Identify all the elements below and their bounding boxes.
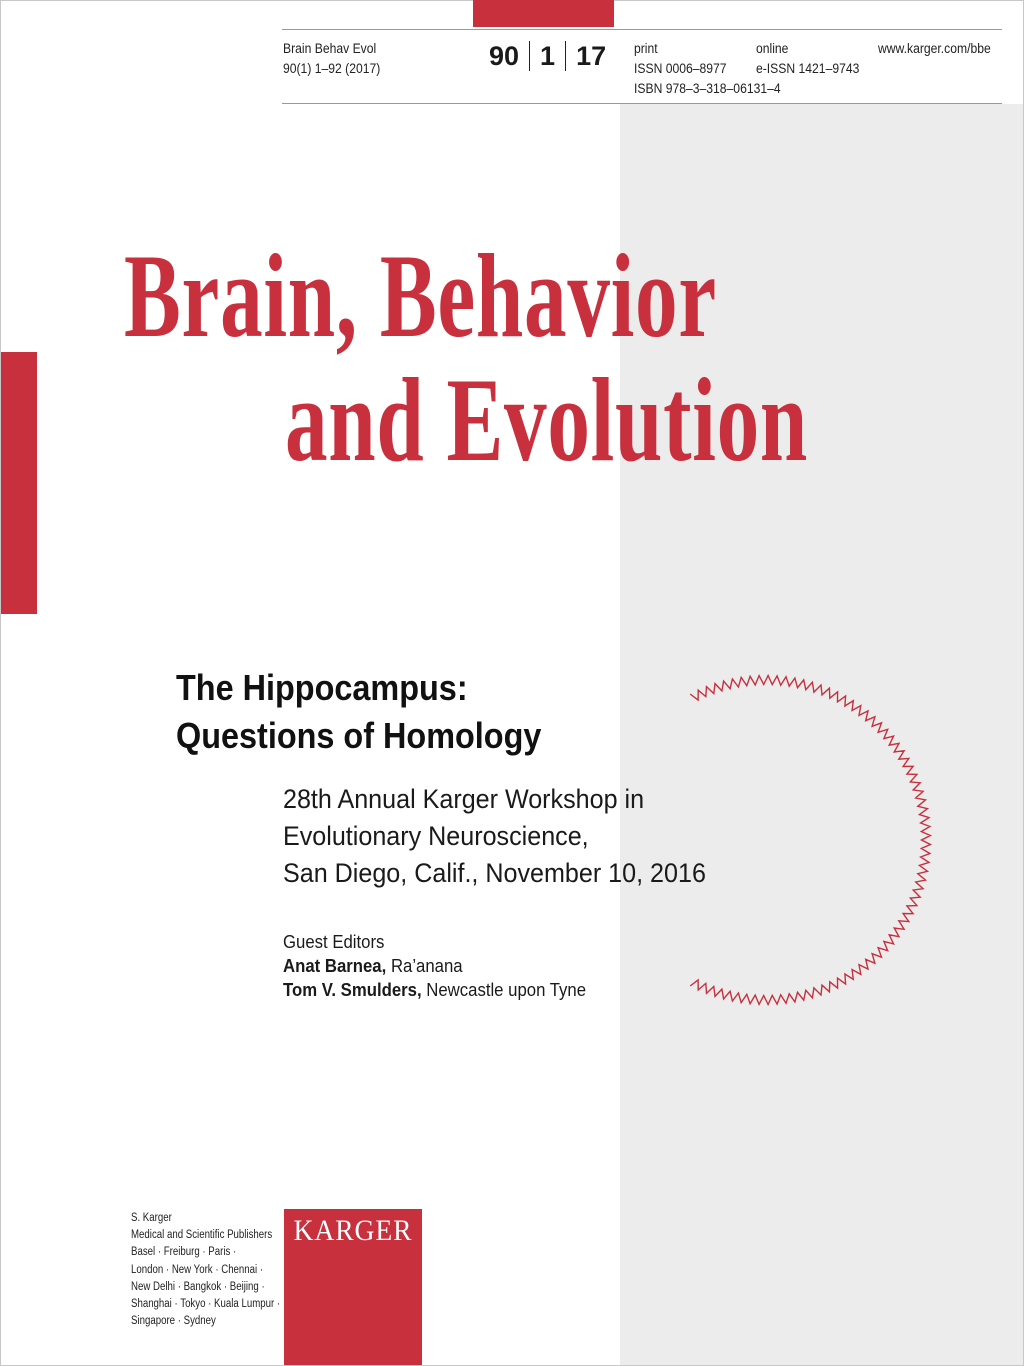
publisher-line: Basel · Freiburg · Paris ·: [131, 1246, 237, 1259]
workshop-line2: Evolutionary Neuroscience,: [283, 821, 589, 851]
guest-editors-heading: Guest Editors: [283, 932, 385, 952]
workshop-line3: San Diego, Calif., November 10, 2016: [283, 858, 706, 888]
publisher-line: New Delhi · Bangkok · Beijing ·: [131, 1280, 265, 1293]
online-issn: e-ISSN 1421–9743: [756, 61, 860, 76]
karger-logo: [284, 1209, 422, 1365]
publisher-line: S. Karger: [131, 1212, 172, 1224]
volume-info: 90(1) 1–92 (2017): [283, 61, 381, 76]
print-issn: ISSN 0006–8977: [634, 61, 727, 76]
print-label: print: [634, 41, 658, 56]
karger-logo-text: KARGER: [293, 1214, 413, 1247]
editor1-location: Ra’anana: [390, 956, 463, 976]
editor1-name: Anat Barnea,: [283, 956, 387, 976]
online-label: online: [756, 41, 789, 56]
editor2-location: Newcastle upon Tyne: [426, 980, 587, 1000]
editor2-name: Tom V. Smulders,: [283, 980, 422, 1000]
guest-editor-2: [283, 979, 586, 1002]
journal-url[interactable]: www.karger.com/bbe: [878, 41, 991, 56]
journal-title-line2: and Evolution: [285, 353, 809, 486]
publisher-line: Medical and Scientific Publishers: [131, 1229, 273, 1242]
publisher-line: London · New York · Chennai ·: [131, 1263, 264, 1276]
publisher-line: Shanghai · Tokyo · Kuala Lumpur ·: [131, 1298, 281, 1311]
journal-abbrev: Brain Behav Evol: [283, 41, 377, 56]
publisher-line: Singapore · Sydney: [131, 1315, 216, 1328]
issue-number-value: 1: [540, 41, 556, 71]
issue-year: 17: [576, 41, 607, 71]
isbn: ISBN 978–3–318–06131–4: [634, 81, 781, 96]
journal-title-line1: Brain, Behavior: [124, 229, 717, 362]
issue-title-line2: Questions of Homology: [176, 715, 542, 756]
issue-title-line1: The Hippocampus:: [176, 667, 468, 708]
zigzag-arc: [690, 676, 930, 1005]
guest-editor-1: [283, 955, 463, 978]
workshop-line1: 28th Annual Karger Workshop in: [283, 784, 645, 814]
publisher-info: [131, 1210, 280, 1330]
volume-number: 90: [489, 41, 520, 71]
